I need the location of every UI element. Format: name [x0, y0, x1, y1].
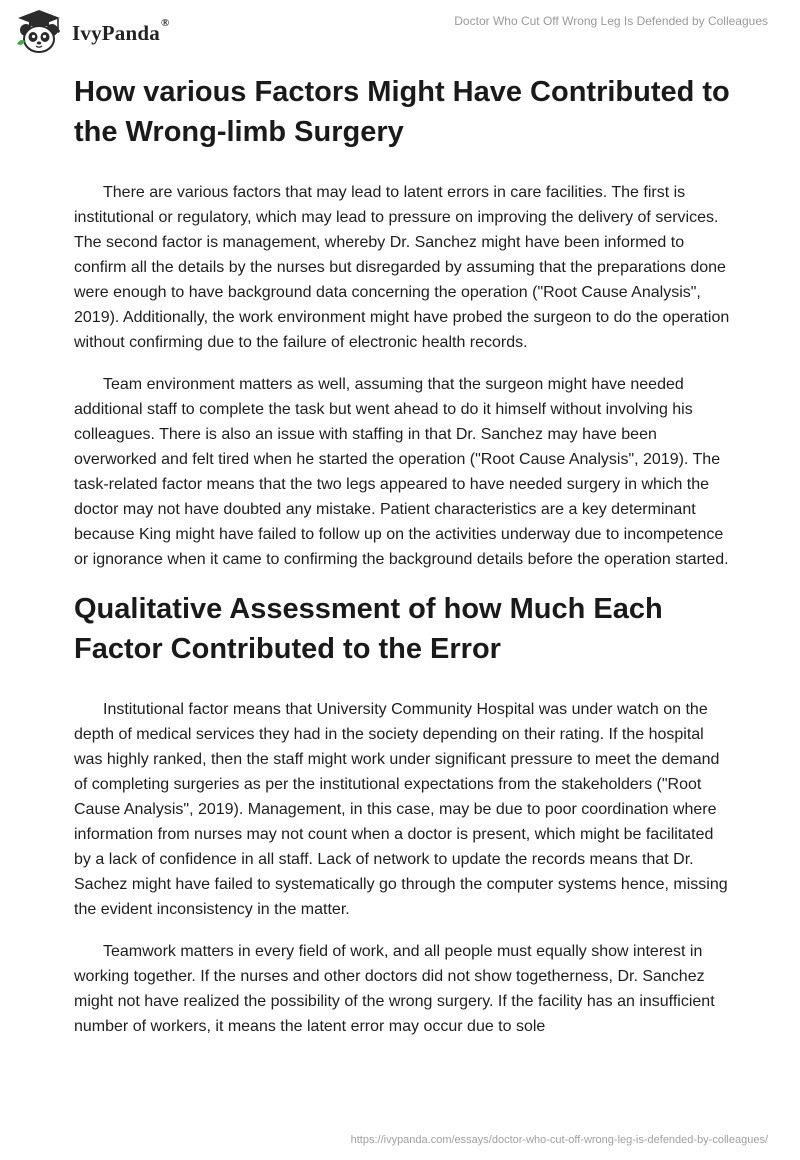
section-heading-qualitative-assessment: Qualitative Assessment of how Much Each Factor Contributed to the Error [74, 593, 663, 665]
panda-graduate-icon [14, 8, 64, 54]
paragraph: There are various factors that may lead to latent errors in care facilities. The first is institutional or regulatory, which may lead to pressure on improving the delivery of services. The second factor is management, whereby Dr. Sanchez might have been informed to confirm all the details by the nurses but disregarded by assuming that the preparations done were enough to have background data concerning the operation ("Root Cause Analysis", 2019). Additionally, the work environment might have probed the surgeon to do the operation without confirming due to the failure of electronic health records. [74, 184, 730, 351]
paragraph: Institutional factor means that University Community Hospital was under watch on the depth of medical services they had in the society depending on their rating. If the hospital was highly ranked, then the staff might work under significant pressure to meet the demand of completing surgeries as per the institutional expectations from the stakeholders ("Root Cause Analysis", 2019). Management, in this case, may be due to poor coordination where information from nurses may not count when a doctor is present, which might be facilitated by a lack of confidence in all staff. Lack of network to update the records means that Dr. Sachez might have failed to systematically go through the computer systems hence, missing the evident inconsistency in the matter. [74, 701, 728, 918]
paragraph: Team environment matters as well, assuming that the surgeon might have needed additional staff to complete the task but went ahead to do it himself without involving his colleagues. There is also an issue with staffing in that Dr. Sanchez may have been overworked and felt tired when he started the operation ("Root Cause Analysis", 2019). The task-related factor means that the two legs appeared to have needed surgery in which the doctor may not have doubted any mistake. Patient characteristics are a key determinant because King might have failed to follow up on the activities underway due to incompetence or ignorance when it came to confirming the background details before the operation started. [74, 376, 729, 568]
essay-title: Doctor Who Cut Off Wrong Leg Is Defended by Colleagues [454, 14, 768, 28]
essay-content [74, 72, 734, 1056]
registered-mark: ® [160, 16, 170, 29]
brand-logo[interactable] [14, 8, 169, 54]
source-url[interactable]: https://ivypanda.com/essays/doctor-who-cut-off-wrong-leg-is-defended-by-colleagues/ [350, 1134, 768, 1146]
paragraph: Teamwork matters in every field of work, and all people must equally show interest in working together. If the nurses and other doctors did not show togetherness, Dr. Sanchez might not have realized the possibility of the wrong surgery. If the facility has an insufficient number of workers, it means the latent error may occur due to sole [74, 943, 715, 1035]
section-heading-contributing-factors: How various Factors Might Have Contributed to the Wrong-limb Surgery [74, 76, 730, 148]
page-header [0, 0, 800, 60]
brand-name: IvyPanda® [72, 16, 170, 45]
